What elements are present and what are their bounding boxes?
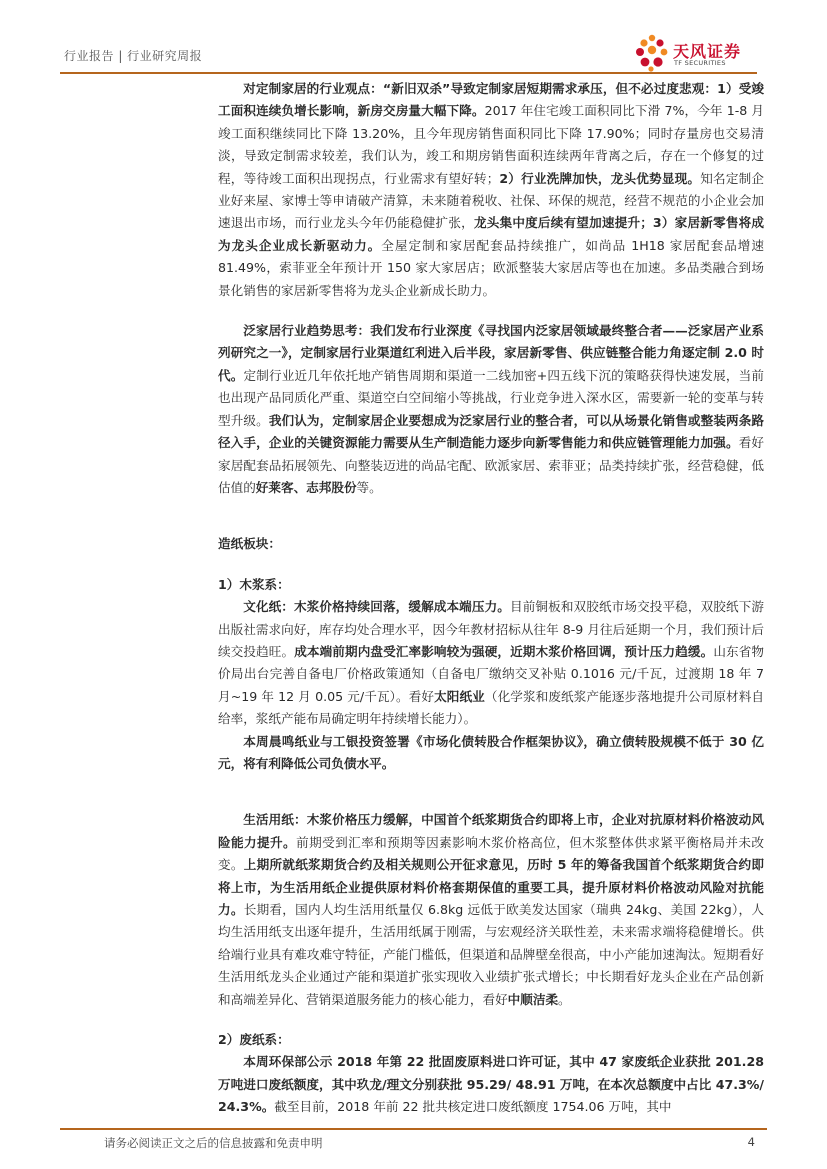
custom-furniture-paragraph <box>218 78 764 302</box>
para-text: 全屋定制和家居配套品持续推广，如尚品 1H18 家居配套品增速 81.49%，索菲亚全年预计开 150 家大家居店；欧派整装大家居店等也在加速。多品类融合到场景化销售的家居新零售将为龙头企业新成长助力。 <box>218 237 765 298</box>
waste-paper-subsection-title: 2）废纸系： <box>218 1032 290 1048</box>
para-text: 中顺洁柔 <box>507 991 559 1007</box>
para-text: 。 <box>558 991 571 1007</box>
paper-section-title: 造纸板块： <box>218 536 281 552</box>
para-text: 我们认为，定制家居企业要想成为泛家居行业的整合者，可以从场景化销售或整装两条路径入手，企业的关键资源能力需要从生产制造能力逐步向新零售能力和供应链管理能力加强。 <box>218 412 765 451</box>
para-text: 生活用纸：木浆价格压力缓解，中国首个纸浆期货合约即将上市，企业对抗原材料价格波动风险能力提升。 <box>218 812 764 850</box>
header-rule <box>60 72 757 74</box>
waste-paper-paragraph <box>218 1051 764 1118</box>
para-text: 2）行业洗牌加快，龙头优势显现。 <box>499 170 701 186</box>
para-text: 定制行业近几年依托地产销售周期和渠道一二线加密+四五线下沉的策略获得快速发展，当前也出现产品同质化严重、渠道空白空间缩小等挑战，行业竞争进入深水区，需要新一轮的变革与转型升级。 <box>218 367 764 428</box>
para-text: 目前铜板和双胶纸市场交投平稳，双胶纸下游出版社需求向好，库存均处合理水平，因今年教材招标从往年 8-9 月往后延期一个月，我们预计后续交投趋旺。 <box>218 599 765 659</box>
logo-text-cn: 天风证券 <box>673 42 742 61</box>
tissue-paper-paragraph <box>218 809 764 1011</box>
logo-text-en: TF SECURITIES <box>674 59 726 67</box>
para-text: 截至目前，2018 年前 22 批共核定进口废纸额度 1754.06 万吨，其中 <box>274 1099 672 1115</box>
header-title: 行业报告 | 行业研究周报 <box>64 49 203 63</box>
para-text: 长期看，国内人均生活用纸量仅 6.8kg 远低于欧美发达国家（瑞典 24kg、美国 22kg），人均生活用纸支出逐年提升，生活用纸属于刚需，与宏观经济关联性差，未来需求端将稳健增长。供给端行业具有难攻难守特征，产能门槛低，但渠道和品牌壁垒很高，中小产能加速淘汰。短期看好生活用纸龙头企业通过产能和渠道扩张实现收入业绩扩张式增长；中长期看好龙头企业在产品创新和高端差异化、营销渠道服务能力的核心能力，看好 <box>218 902 765 1007</box>
disclaimer-note: 请务必阅读正文之后的信息披露和免责申明 <box>104 1136 323 1150</box>
footer-rule <box>60 1128 767 1130</box>
para-text: 好莱客、志邦股份 <box>255 479 357 495</box>
para-text: 品类持续扩张，经营稳健，低估值的 <box>218 457 765 495</box>
para-text: 对定制家居的行业观点：“新旧双杀”导致定制家居短期需求承压，但不必过度悲观：1）受竣工面积连续负增长影响，新房交房量大幅下降。 <box>218 81 764 119</box>
para-text: 前期受到汇率和预期等因素影响木浆价格高位，但木浆整体供求紧平衡格局并未改变。 <box>218 834 765 873</box>
para-text: 知名定制企业好来屋、家博士等申请破产清算，未来随着税收、社保、环保的规范，经营不规范的小企业会加速退出市场，而行业龙头今年仍能稳健扩张， <box>218 170 765 231</box>
company-logo <box>635 34 765 72</box>
para-text: 等。 <box>356 479 382 495</box>
para-text: 龙头集中度后续有望加速提升；3）家居新零售将成为龙头企业成长新驱动力。 <box>218 215 765 253</box>
para-text: 太阳纸业 <box>434 688 485 704</box>
culture-paper-paragraph <box>218 596 764 730</box>
para-text: 成本端前期内盘受汇率影响较为强硬，近期木浆价格回调，预计压力趋缓。 <box>294 643 714 659</box>
para-text: 2017 年住宅竣工面积同比下滑 7%，今年 1-8 月竣工面积继续同比下降 13.20%，且今年现房销售面积同比下降 17.90%；同时存量房也交易清淡，导致定制需求较差，我们认为，竣工和期房销售面积连续两年背离之后，存在一个修复的过程，等待竣工面积出现拐点，行业需求有望好转； <box>218 103 764 186</box>
report-body <box>218 78 764 1119</box>
para-text: 上期所就纸浆期货合约及相关规则公开征求意见，历时 5 年的筹备我国首个纸浆期货合约即将上市，为生活用纸企业提供原材料价格套期保值的重要工具，提升原材料价格波动风险对抗能力。 <box>218 857 764 917</box>
page-number: 4 <box>747 1135 755 1149</box>
para-text: 本周环保部公示 2018 年第 22 批固废原料进口许可证，其中 47 家废纸企业获批 201.28 万吨进口废纸额度，其中玖龙/理文分别获批 95.29/ 48.91 万吨，在本次总额度中占比 47.3%/ 24.3%。 <box>218 1054 764 1115</box>
home-trend-paragraph <box>218 320 764 499</box>
pulp-subsection-title: 1）木浆系： <box>218 576 290 592</box>
para-text: 泛家居行业趋势思考：我们发布行业深度《寻找国内泛家居领域最终整合者——泛家居产业系列研究之一》，定制家居行业渠道红利进入后半段，家居新零售、供应链整合能力角逐定制 2.0 时代。 <box>218 323 764 383</box>
para-text: 文化纸：木浆价格持续回落，缓解成本端压力。 <box>243 599 511 615</box>
chenming-paragraph: 本周晨鸣纸业与工银投资签署《市场化债转股合作框架协议》，确立债转股规模不低于 30 亿元，将有利降低公司负债水平。 <box>218 733 764 771</box>
para-text: 山东省物价局出台完善自备电厂价格政策通知（自备电厂缴纳交叉补贴 0.1016 元/千瓦，过渡期 18 年 7 月~19 年 12 月 0.05 元/千瓦）。看好 <box>218 643 765 704</box>
para-text: （化学浆和废纸浆产能逐步落地提升公司原材料自给率，浆纸产能布局确定明年持续增长能力）。 <box>218 688 765 727</box>
logo-dots-icon <box>635 34 669 72</box>
para-text: 看好家居配套品拓展领先、向整装迈进的尚品宅配、欧派家居、索菲亚； <box>218 435 765 473</box>
